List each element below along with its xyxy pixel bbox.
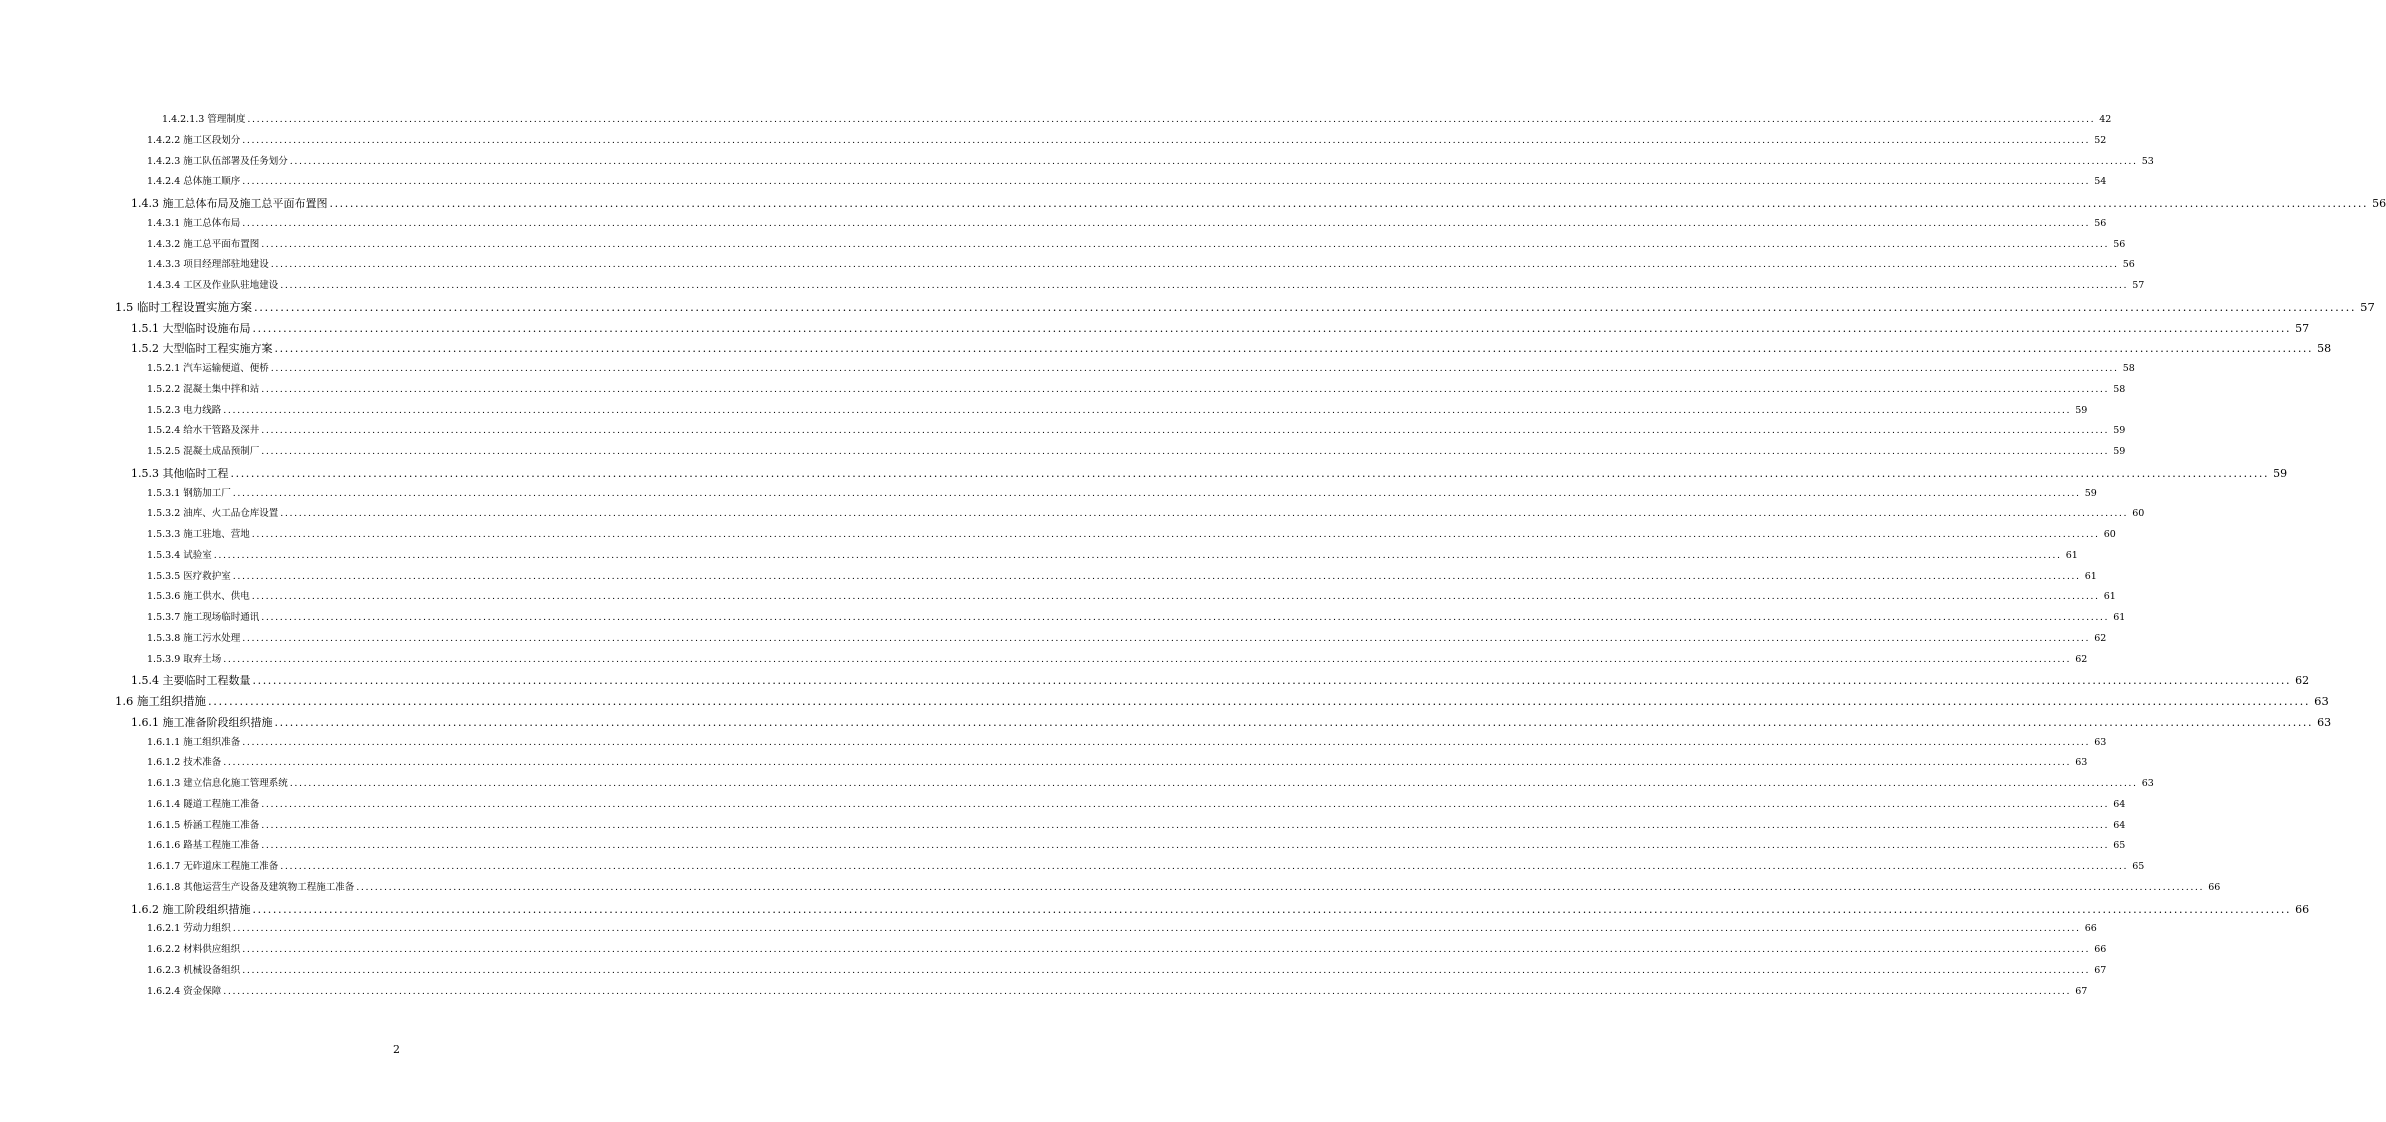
toc-entry-page: 61	[2113, 612, 2126, 623]
toc-entry[interactable]	[147, 404, 2088, 416]
toc-entry-page: 56	[2372, 197, 2386, 210]
toc-dot-leader: ................................................................................................................................................................................................................................................................................................................................................................................................................	[253, 299, 2357, 314]
toc-entry-page: 63	[2314, 694, 2329, 708]
toc-entry[interactable]	[147, 819, 2126, 831]
toc-entry[interactable]	[147, 840, 2126, 852]
toc-entry-label: 1.4.3.3 项目经理部驻地建设	[147, 259, 269, 271]
toc-entry[interactable]	[147, 778, 2154, 789]
toc-entry[interactable]	[147, 280, 2145, 291]
toc-entry[interactable]	[147, 881, 2221, 893]
toc-entry-page: 56	[2122, 259, 2135, 271]
toc-entry-page: 59	[2273, 466, 2288, 480]
toc-dot-leader: ................................................................................................................................................................................................................................................................................................................................................................................................................	[261, 238, 2110, 250]
toc-entry-page: 63	[2317, 715, 2332, 729]
toc-entry-page: 63	[2094, 736, 2107, 748]
toc-entry-page: 63	[2141, 778, 2154, 789]
toc-entry-page: 54	[2094, 176, 2107, 188]
toc-entry-label: 1.5.3.1 钢筋加工厂	[147, 487, 231, 499]
toc-entry[interactable]	[147, 944, 2107, 955]
toc-dot-leader: ................................................................................................................................................................................................................................................................................................................................................................................................................	[242, 632, 2091, 644]
toc-entry-label: 1.6.1 施工准备阶段组织措施	[131, 715, 273, 729]
toc-entry[interactable]	[147, 591, 2116, 603]
toc-entry-page: 61	[2103, 591, 2116, 603]
toc-entry[interactable]	[147, 570, 2097, 582]
toc-entry-page: 58	[2113, 383, 2126, 395]
toc-dot-leader: ................................................................................................................................................................................................................................................................................................................................................................................................................	[223, 404, 2072, 416]
toc-dot-leader: ................................................................................................................................................................................................................................................................................................................................................................................................................	[247, 114, 2096, 125]
toc-entry-page: 62	[2295, 674, 2310, 688]
toc-entry[interactable]	[131, 674, 2310, 688]
toc-entry-page: 56	[2094, 217, 2107, 229]
toc-entry[interactable]	[147, 923, 2097, 935]
toc-entry-label: 1.5.3 其他临时工程	[131, 466, 229, 480]
toc-entry[interactable]	[131, 342, 2332, 356]
toc-entry-label: 1.4.3.2 施工总平面布置图	[147, 238, 260, 250]
toc-dot-leader: ................................................................................................................................................................................................................................................................................................................................................................................................................	[274, 715, 2314, 729]
toc-entry[interactable]	[147, 612, 2126, 623]
toc-entry[interactable]	[147, 798, 2126, 810]
toc-dot-leader: ................................................................................................................................................................................................................................................................................................................................................................................................................	[329, 197, 2369, 210]
toc-entry-label: 1.5.2.5 混凝土成品预制厂	[147, 446, 260, 457]
toc-dot-leader: ................................................................................................................................................................................................................................................................................................................................................................................................................	[223, 653, 2072, 665]
toc-dot-leader: ................................................................................................................................................................................................................................................................................................................................................................................................................	[261, 446, 2110, 457]
toc-dot-leader: ................................................................................................................................................................................................................................................................................................................................................................................................................	[232, 570, 2081, 582]
toc-entry-page: 65	[2113, 840, 2126, 852]
toc-entry[interactable]	[147, 549, 2078, 561]
toc-entry-label: 1.4.3 施工总体布局及施工总平面布置图	[131, 197, 328, 210]
toc-entry-label: 1.5.3.5 医疗救护室	[147, 570, 231, 582]
toc-entry[interactable]	[147, 155, 2154, 167]
toc-dot-leader: ................................................................................................................................................................................................................................................................................................................................................................................................................	[280, 861, 2129, 872]
toc-entry[interactable]	[115, 299, 2375, 314]
toc-entry[interactable]	[115, 694, 2329, 708]
toc-entry[interactable]	[131, 321, 2310, 335]
toc-entry-label: 1.6.1.6 路基工程施工准备	[147, 840, 260, 852]
toc-entry[interactable]	[147, 487, 2097, 499]
toc-entry-label: 1.4.3.1 施工总体布局	[147, 217, 241, 229]
toc-dot-leader: ................................................................................................................................................................................................................................................................................................................................................................................................................	[261, 819, 2110, 831]
toc-entry[interactable]	[147, 757, 2088, 769]
toc-entry-page: 66	[2094, 944, 2107, 955]
toc-entry-label: 1.4.2.2 施工区段划分	[147, 134, 241, 146]
toc-entry[interactable]	[147, 383, 2126, 395]
toc-entry[interactable]	[131, 902, 2310, 916]
toc-entry-label: 1.6.1.5 桥涵工程施工准备	[147, 819, 260, 831]
toc-entry-label: 1.6.2.1 劳动力组织	[147, 923, 231, 935]
toc-dot-leader: ................................................................................................................................................................................................................................................................................................................................................................................................................	[280, 508, 2129, 520]
toc-entry[interactable]	[147, 653, 2088, 665]
toc-entry[interactable]	[147, 985, 2088, 997]
toc-entry-page: 61	[2084, 570, 2097, 582]
toc-entry[interactable]	[147, 529, 2116, 540]
toc-dot-leader: ................................................................................................................................................................................................................................................................................................................................................................................................................	[207, 694, 2311, 708]
toc-entry-page: 42	[2099, 114, 2112, 125]
toc-entry-label: 1.6.2 施工阶段组织措施	[131, 902, 251, 916]
toc-entry-label: 1.5.3.4 试验室	[147, 549, 212, 561]
toc-dot-leader: ................................................................................................................................................................................................................................................................................................................................................................................................................	[280, 280, 2129, 291]
toc-entry-page: 59	[2113, 446, 2126, 457]
toc-entry-page: 56	[2113, 238, 2126, 250]
toc-entry-label: 1.6.1.8 其他运营生产设备及建筑物工程施工准备	[147, 881, 355, 893]
toc-entry[interactable]	[147, 134, 2107, 146]
toc-entry-page: 62	[2094, 632, 2107, 644]
toc-entry-label: 1.6.2.3 机械设备组织	[147, 964, 241, 976]
toc-entry-label: 1.4.2.4 总体施工顺序	[147, 176, 241, 188]
toc-entry-label: 1.5.2.1 汽车运输便道、便桥	[147, 363, 269, 374]
toc-entry[interactable]	[162, 114, 2112, 125]
toc-entry-page: 67	[2075, 985, 2088, 997]
toc-entry-label: 1.4.2.1.3 管理制度	[162, 114, 246, 125]
toc-entry-label: 1.6.1.2 技术准备	[147, 757, 222, 769]
toc-entry-page: 62	[2075, 653, 2088, 665]
toc-entry[interactable]	[131, 715, 2332, 729]
toc-entry-label: 1.5.3.7 施工现场临时通讯	[147, 612, 260, 623]
toc-entry[interactable]	[147, 861, 2145, 872]
toc-entry[interactable]	[131, 466, 2288, 480]
page-number: 2	[393, 1043, 400, 1056]
toc-dot-leader: ................................................................................................................................................................................................................................................................................................................................................................................................................	[251, 591, 2100, 603]
toc-dot-leader: ................................................................................................................................................................................................................................................................................................................................................................................................................	[223, 985, 2072, 997]
toc-entry[interactable]	[147, 425, 2126, 437]
toc-dot-leader: ................................................................................................................................................................................................................................................................................................................................................................................................................	[356, 881, 2205, 893]
toc-dot-leader: ................................................................................................................................................................................................................................................................................................................................................................................................................	[242, 134, 2091, 146]
toc-entry-page: 61	[2065, 549, 2078, 561]
toc-entry-page: 64	[2113, 798, 2126, 810]
toc-entry-page: 66	[2208, 881, 2221, 893]
toc-entry-label: 1.6.1.4 隧道工程施工准备	[147, 798, 260, 810]
toc-entry-label: 1.5.3.9 取弃土场	[147, 653, 222, 665]
toc-entry[interactable]	[147, 217, 2107, 229]
toc-entry[interactable]	[147, 176, 2107, 188]
toc-dot-leader: ................................................................................................................................................................................................................................................................................................................................................................................................................	[232, 923, 2081, 935]
toc-entry[interactable]	[147, 964, 2107, 976]
toc-entry-label: 1.5.2.4 给水干管路及深井	[147, 425, 260, 437]
toc-entry-page: 66	[2295, 902, 2310, 916]
toc-entry-page: 57	[2360, 299, 2375, 314]
toc-entry-label: 1.5.2.3 电力线路	[147, 404, 222, 416]
toc-dot-leader: ................................................................................................................................................................................................................................................................................................................................................................................................................	[261, 612, 2110, 623]
toc-entry-label: 1.6.1.3 建立信息化施工管理系统	[147, 778, 288, 789]
toc-dot-leader: ................................................................................................................................................................................................................................................................................................................................................................................................................	[274, 342, 2314, 356]
toc-entry-page: 58	[2122, 363, 2135, 374]
toc-dot-leader: ................................................................................................................................................................................................................................................................................................................................................................................................................	[242, 964, 2091, 976]
toc-entry[interactable]	[147, 238, 2126, 250]
toc-entry-page: 59	[2113, 425, 2126, 437]
toc-entry-label: 1.5.1 大型临时设施布局	[131, 321, 251, 335]
toc-entry-page: 60	[2132, 508, 2145, 520]
toc-entry-label: 1.5.3.8 施工污水处理	[147, 632, 241, 644]
toc-entry-label: 1.5.4 主要临时工程数量	[131, 674, 251, 688]
toc-dot-leader: ................................................................................................................................................................................................................................................................................................................................................................................................................	[252, 674, 2292, 688]
toc-entry-label: 1.5.3.3 施工驻地、营地	[147, 529, 250, 540]
toc-entry-page: 52	[2094, 134, 2107, 146]
toc-entry-label: 1.6.2.2 材料供应组织	[147, 944, 241, 955]
toc-dot-leader: ................................................................................................................................................................................................................................................................................................................................................................................................................	[242, 176, 2091, 188]
toc-dot-leader: ................................................................................................................................................................................................................................................................................................................................................................................................................	[230, 466, 2270, 480]
toc-entry-label: 1.5.3.6 施工供水、供电	[147, 591, 250, 603]
toc-entry[interactable]	[147, 259, 2135, 271]
toc-entry-page: 53	[2141, 155, 2154, 167]
toc-entry-label: 1.4.2.3 施工队伍部署及任务划分	[147, 155, 288, 167]
toc-entry-label: 1.6 施工组织措施	[115, 694, 206, 708]
toc-entry-label: 1.5.3.2 油库、火工品仓库设置	[147, 508, 279, 520]
toc-dot-leader: ................................................................................................................................................................................................................................................................................................................................................................................................................	[270, 259, 2119, 271]
toc-entry-label: 1.5.2.2 混凝土集中拌和站	[147, 383, 260, 395]
toc-entry-page: 59	[2075, 404, 2088, 416]
toc-entry-page: 59	[2084, 487, 2097, 499]
toc-entry-page: 66	[2084, 923, 2097, 935]
toc-dot-leader: ................................................................................................................................................................................................................................................................................................................................................................................................................	[261, 840, 2110, 852]
toc-entry-label: 1.5.2 大型临时工程实施方案	[131, 342, 273, 356]
toc-dot-leader: ................................................................................................................................................................................................................................................................................................................................................................................................................	[232, 487, 2081, 499]
toc-dot-leader: ................................................................................................................................................................................................................................................................................................................................................................................................................	[261, 425, 2110, 437]
toc-entry-page: 57	[2295, 321, 2310, 335]
toc-entry-label: 1.4.3.4 工区及作业队驻地建设	[147, 280, 279, 291]
toc-entry-label: 1.6.1.7 无砟道床工程施工准备	[147, 861, 279, 872]
toc-entry-page: 57	[2132, 280, 2145, 291]
toc-dot-leader: ................................................................................................................................................................................................................................................................................................................................................................................................................	[242, 217, 2091, 229]
toc-dot-leader: ................................................................................................................................................................................................................................................................................................................................................................................................................	[261, 383, 2110, 395]
toc-dot-leader: ................................................................................................................................................................................................................................................................................................................................................................................................................	[289, 778, 2138, 789]
toc-dot-leader: ................................................................................................................................................................................................................................................................................................................................................................................................................	[252, 902, 2292, 916]
toc-entry[interactable]	[147, 736, 2107, 748]
toc-entry-label: 1.6.2.4 资金保障	[147, 985, 222, 997]
toc-dot-leader: ................................................................................................................................................................................................................................................................................................................................................................................................................	[223, 757, 2072, 769]
toc-entry-label: 1.6.1.1 施工组织准备	[147, 736, 241, 748]
toc-entry-page: 60	[2103, 529, 2116, 540]
toc-entry[interactable]	[131, 197, 2386, 210]
toc-dot-leader: ................................................................................................................................................................................................................................................................................................................................................................................................................	[270, 363, 2119, 374]
toc-dot-leader: ................................................................................................................................................................................................................................................................................................................................................................................................................	[213, 549, 2062, 561]
toc-entry-page: 65	[2132, 861, 2145, 872]
toc-entry[interactable]	[147, 363, 2135, 374]
toc-dot-leader: ................................................................................................................................................................................................................................................................................................................................................................................................................	[289, 155, 2138, 167]
toc-dot-leader: ................................................................................................................................................................................................................................................................................................................................................................................................................	[242, 736, 2091, 748]
toc-dot-leader: ................................................................................................................................................................................................................................................................................................................................................................................................................	[242, 944, 2091, 955]
toc-entry[interactable]	[147, 446, 2126, 457]
toc-entry-page: 63	[2075, 757, 2088, 769]
toc-entry-page: 67	[2094, 964, 2107, 976]
toc-entry-label: 1.5 临时工程设置实施方案	[115, 299, 252, 314]
toc-dot-leader: ................................................................................................................................................................................................................................................................................................................................................................................................................	[251, 529, 2100, 540]
toc-entry[interactable]	[147, 508, 2145, 520]
toc-dot-leader: ................................................................................................................................................................................................................................................................................................................................................................................................................	[261, 798, 2110, 810]
toc-entry[interactable]	[147, 632, 2107, 644]
toc-dot-leader: ................................................................................................................................................................................................................................................................................................................................................................................................................	[252, 321, 2292, 335]
toc-entry-page: 64	[2113, 819, 2126, 831]
toc-entry-page: 58	[2317, 342, 2332, 356]
